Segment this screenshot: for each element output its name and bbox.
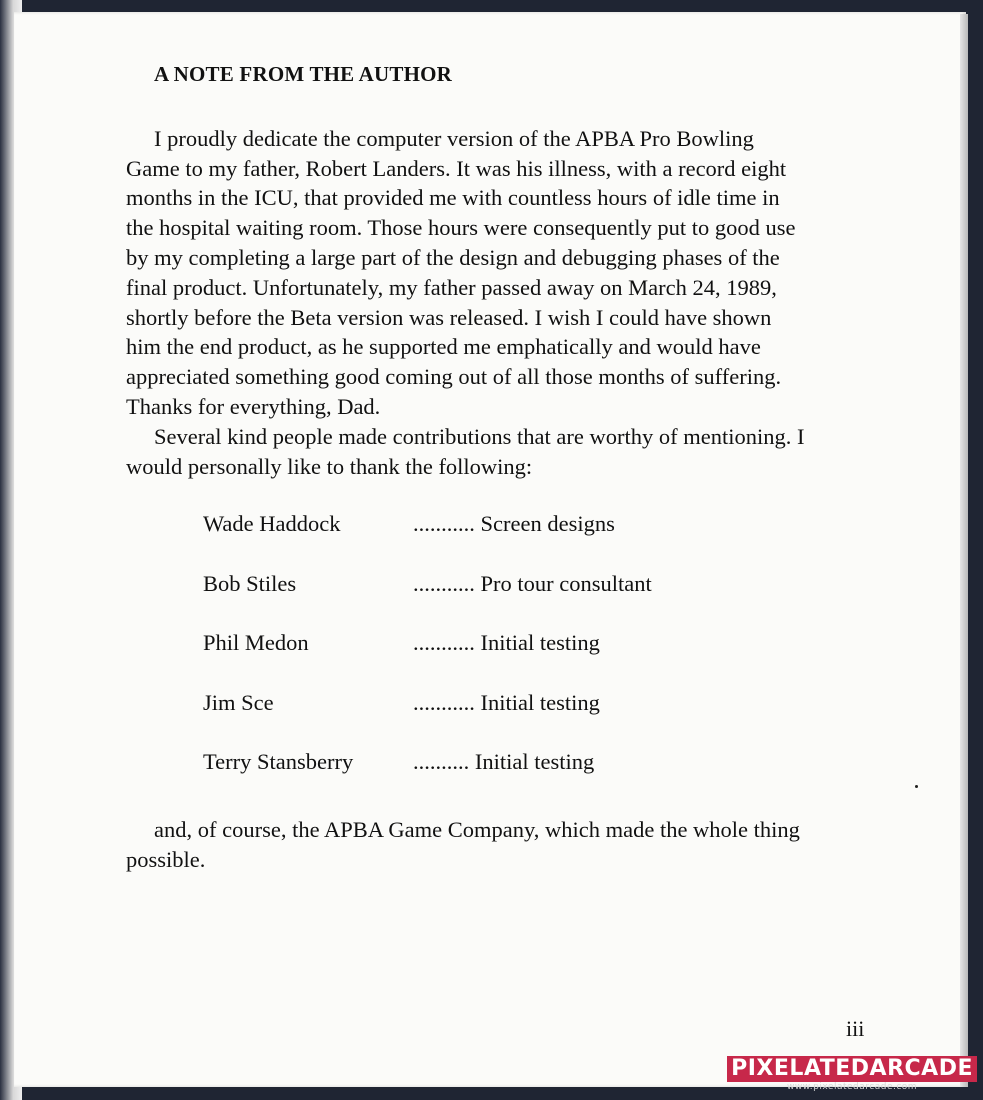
credit-role: .......... Initial testing [413,749,595,775]
credit-row [203,509,806,569]
watermark-url: www.pixelatedarcade.com [787,1082,918,1092]
credit-role: ........... Screen designs [413,511,615,537]
credit-name: Phil Medon [203,630,309,656]
credit-role: ........... Pro tour consultant [413,570,652,596]
page-number: iii [846,1016,865,1041]
page-content [126,60,806,874]
credit-name: Wade Haddock [203,511,341,537]
credit-name: Bob Stiles [203,570,297,596]
credit-row [203,688,806,748]
watermark [727,1056,977,1092]
dedication-paragraph: I proudly dedicate the computer version of the APBA Pro Bowling Game to my father, Robert Landers. It was his illness, with a record eight months in the ICU, that provided me with countless hours of idle time in the hospital waiting room. Those hours were consequently put to good use by my completing a large part of the design and debugging phases of the final product. Unfortunately, my father passed away on March 24, 1989, shortly before the Beta version was released. I wish I could have shown him the end product, as he supported me emphatically and would have appreciated something good coming out of all those months of suffering. Thanks for everything, Dad. [126,125,796,419]
credit-name: Terry Stansberry [203,749,354,775]
credit-row [203,747,806,807]
scan-speck [915,785,918,788]
credit-name: Jim Sce [203,689,274,715]
credit-row [203,628,806,688]
credit-row [203,569,806,629]
watermark-logo: PIXELATEDARCADE [727,1056,977,1082]
page-edge [960,14,968,1087]
closing-paragraph: and, of course, the APBA Game Company, which made the whole thing possible. [126,816,800,872]
credit-role: ........... Initial testing [413,630,600,656]
credits-list [203,509,806,807]
thanks-paragraph: Several kind people made contributions that are worthy of mentioning. I would personally like to thank the following: [126,423,805,479]
page-title: A NOTE FROM THE AUTHOR [154,62,453,86]
credit-role: ........... Initial testing [413,689,600,715]
